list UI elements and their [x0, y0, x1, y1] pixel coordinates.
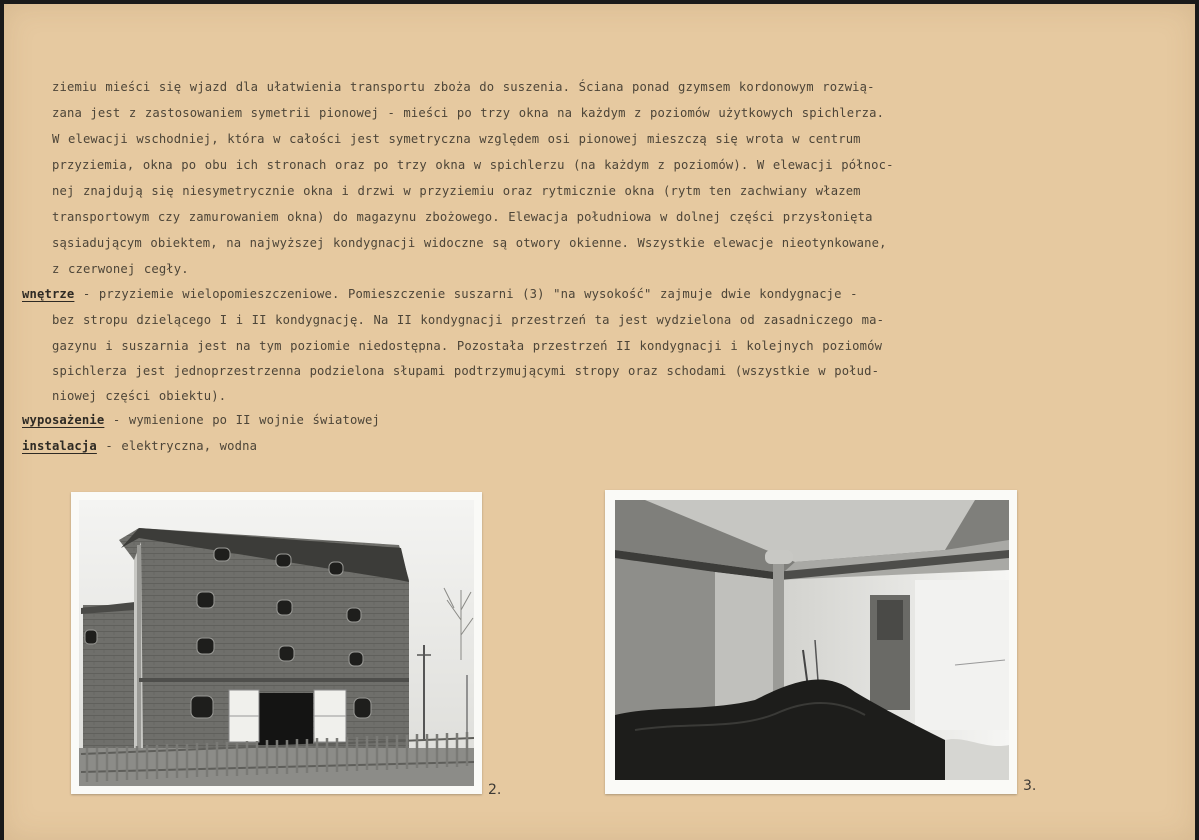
instalacja-text: - elektryczna, wodna [96, 439, 258, 453]
drying-room-image [615, 500, 1009, 780]
wnetrze-line [22, 287, 858, 301]
wnetrze-line-3: gazynu i suszarnia jest na tym poziomie niedostępna. Pozostała przestrzeń II kondygnacji i kolejnych poziomów [52, 339, 883, 353]
paragraph-line-3: W elewacji wschodniej, która w całości jest symetryczna względem osi pionowej mieszczą się wrota w centrum [52, 132, 861, 146]
wyposazenie-term: wyposażenie [22, 413, 105, 427]
wnetrze-line-4: spichlerza jest jednoprzestrzenna podzielona słupami podtrzymującymi stropy oraz schodami (wszystkie w połud- [52, 364, 880, 378]
instalacja-line [22, 439, 257, 453]
paragraph-line-6: transportowym czy zamurowaniem okna) do magazynu zbożowego. Elewacja południowa w dolnej części przysłonięta [52, 210, 873, 224]
granary-exterior-image [79, 500, 474, 786]
wnetrze-text: - przyziemie wielopomieszczeniowe. Pomieszczenie suszarni (3) "na wysokość" zajmuje dwie kondygnacje - [74, 287, 858, 301]
photo-granary-exterior [71, 492, 482, 794]
wnetrze-line-5: niowej części obiektu). [52, 389, 227, 403]
photo-2-number: 2. [488, 782, 502, 798]
paragraph-line-5: nej znajdują się niesymetrycznie okna i drzwi w przyziemiu oraz rytmicznie okna (rytm ten zachwiany włazem [52, 184, 861, 198]
wnetrze-term: wnętrze [22, 287, 75, 301]
paragraph-line-8: z czerwonej cegły. [52, 262, 189, 276]
paragraph-line-7: sąsiadującym obiektem, na najwyższej kondygnacji widoczne są otwory okienne. Wszystkie elewacje nieotynkowane, [52, 236, 887, 250]
photo-drying-room-interior [605, 490, 1017, 794]
paragraph-line-1: ziemiu mieści się wjazd dla ułatwienia transportu zboża do suszenia. Ściana ponad gzymsem kordonowym rozwią- [52, 80, 875, 94]
paragraph-line-2: zana jest z zastosowaniem symetrii pionowej - mieści po trzy okna na każdym z poziomów użytkowych spichlerza. [52, 106, 885, 120]
paragraph-line-4: przyziemia, okna po obu ich stronach oraz po trzy okna w spichlerzu (na każdym z poziomów). W elewacji północ- [52, 158, 894, 172]
photo-3-number: 3. [1023, 778, 1037, 794]
wnetrze-line-2: bez stropu dzielącego I i II kondygnację. Na II kondygnacji przestrzeń ta jest wydzielona od zasadniczego ma- [52, 313, 885, 327]
instalacja-term: instalacja [22, 439, 97, 453]
wyposazenie-line [22, 413, 380, 427]
document-sheet [4, 4, 1195, 840]
wyposazenie-text: - wymienione po II wojnie światowej [104, 413, 380, 427]
